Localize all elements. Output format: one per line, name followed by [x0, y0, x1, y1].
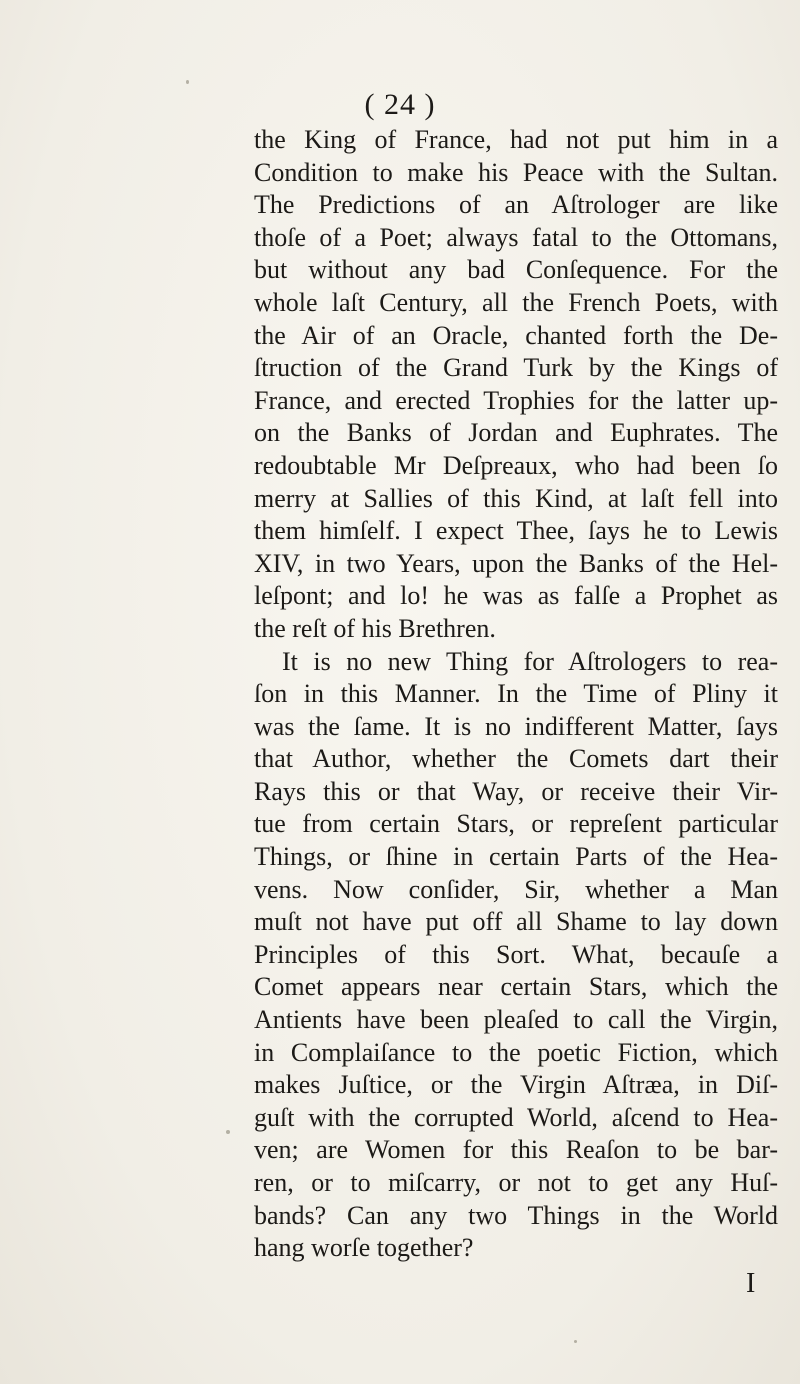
- text-line: ſon in this Manner. In the Time of Pliny it: [254, 679, 778, 709]
- paper-speck: [226, 1130, 230, 1134]
- text-line: but without any bad Conſequence. For the: [254, 255, 778, 285]
- text-line: bands? Can any two Things in the World: [254, 1200, 778, 1230]
- text-line: the Air of an Oracle, chanted forth the De-: [254, 320, 778, 350]
- page-number: ( 24 ): [364, 88, 436, 121]
- text-line: Antients have been pleaſed to call the Virgin,: [254, 1005, 778, 1035]
- text-line: tue from certain Stars, or repreſent particular: [254, 809, 778, 839]
- text-line: guſt with the corrupted World, aſcend to Hea-: [254, 1102, 778, 1132]
- text-line: thoſe of a Poet; always fatal to the Ottomans,: [254, 222, 778, 252]
- text-line: Principles of this Sort. What, becauſe a: [254, 939, 778, 969]
- text-line: that Author, whether the Comets dart their: [254, 744, 778, 774]
- text-line: hang worſe together?: [254, 1233, 474, 1263]
- text-line: in Complaiſance to the poetic Fiction, which: [254, 1037, 778, 1067]
- text-line: It is no new Thing for Aſtrologers to rea-: [282, 646, 778, 676]
- text-line: ſtruction of the Grand Turk by the Kings of: [254, 353, 778, 383]
- text-line: the King of France, had not put him in a: [254, 125, 778, 154]
- text-line: vens. Now conſider, Sir, whether a Man: [254, 874, 778, 904]
- text-line: merry at Sallies of this Kind, at laſt fell into: [254, 483, 778, 513]
- text-line: ven; are Women for this Reaſon to be bar-: [254, 1135, 778, 1165]
- text-line: makes Juſtice, or the Virgin Aſtræa, in Diſ-: [254, 1070, 778, 1100]
- text-line: Rays this or that Way, or receive their Vir-: [254, 776, 778, 806]
- text-line: was the ſame. It is no indifferent Matter, ſays: [254, 711, 778, 741]
- body-text: [254, 124, 778, 1265]
- text-line: leſpont; and lo! he was as falſe a Prophet as: [254, 581, 778, 611]
- text-line: muſt not have put off all Shame to lay down: [254, 907, 778, 937]
- catchword: I: [746, 1268, 756, 1299]
- text-line: whole laſt Century, all the French Poets, with: [254, 287, 778, 317]
- text-line: redoubtable Mr Deſpreaux, who had been ſo: [254, 450, 778, 480]
- text-line: them himſelf. I expect Thee, ſays he to Lewis: [254, 516, 778, 546]
- text-line: France, and erected Trophies for the latter up-: [254, 385, 778, 415]
- text-line: ren, or to miſcarry, or not to get any Huſ-: [254, 1168, 778, 1197]
- text-line: on the Banks of Jordan and Euphrates. The: [254, 418, 778, 448]
- paper-speck: [186, 80, 189, 84]
- text-line: XIV, in two Years, upon the Banks of the Hel-: [254, 548, 778, 578]
- text-line: Things, or ſhine in certain Parts of the Hea-: [254, 842, 778, 872]
- text-line: Condition to make his Peace with the Sultan.: [254, 157, 778, 187]
- text-line: Comet appears near certain Stars, which the: [254, 972, 778, 1002]
- paper-speck: [574, 1340, 577, 1343]
- text-line: The Predictions of an Aſtrologer are like: [254, 190, 778, 220]
- text-line: the reſt of his Brethren.: [254, 613, 496, 643]
